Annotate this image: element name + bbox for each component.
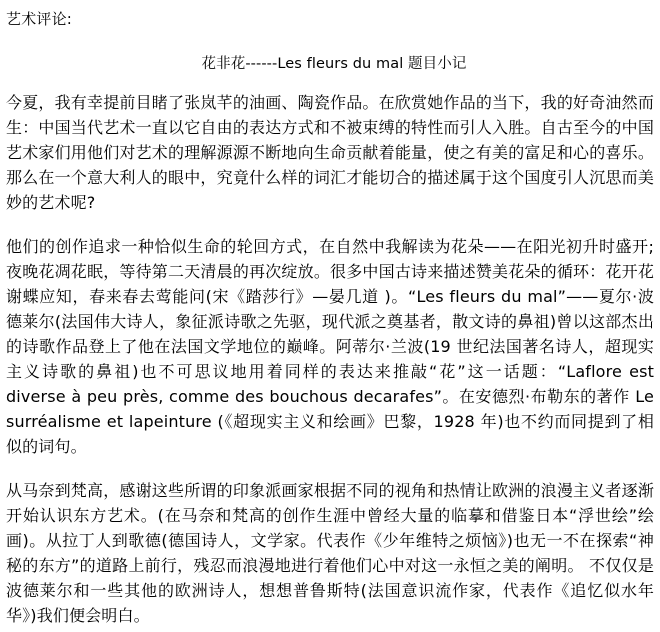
paragraph-flowers: 他们的创作追求一种恰似生命的轮回方式，在自然中我解读为花朵——在阳光初升时盛开;夜晚花凋花眠，等待第二天清晨的再次绽放。很多中国古诗来描述赞美花朵的循环：花开花谢蝶应知，春来春去莺能问(宋《踏莎行》—晏几道 )。“Les fleurs du mal”——夏尔·波德莱尔(法国伟大诗人，象征派诗歌之先驱，现代派之奠基者，散文诗的鼻祖)曾以这部杰出的诗歌作品登上了他在法国文学地位的巅峰。阿蒂尔·兰波(19 世纪法国著名诗人，超现实主义诗歌的鼻祖)也不可思议地用着同样的表达来推敲“花”这一话题：“Laflore est diverse à peu près, comme des bouchous decarafes”。在安德烈·布勒东的著作 Le surréalisme et lapeinture (《超现实主义和绘画》巴黎，1928 年)也不约而同提到了相似的词句。	[6, 237, 654, 456]
section-label: 艺术评论:	[6, 10, 73, 28]
paragraph-intro: 今夏，我有幸提前目睹了张岚芊的油画、陶瓷作品。在欣赏她作品的当下，我的好奇油然而生：中国当代艺术一直以它自由的表达方式和不被束缚的特性而引人入胜。自古至今的中国艺术家们用他们对艺术的理解源源不断地向生命贡献着能量，使之有美的富足和心的喜乐。那么在一个意大利人的眼中，究竟什么样的词汇才能切合的描述属于这个国度引人沉思而美妙的艺术呢?	[6, 93, 654, 212]
paragraph-impressionists: 从马奈到梵高，感谢这些所谓的印象派画家根据不同的视角和热情让欧洲的浪漫主义者逐渐开始认识东方艺术。(在马奈和梵高的创作生涯中曾经大量的临摹和借鉴日本“浮世绘”绘画)。从拉丁人到歌德(德国诗人，文学家。代表作《少年维特之烦恼》)也无一不在探索“神秘的东方”的道路上前行，残忍而浪漫地进行着他们心中对这一永恒之美的阐明。 不仅仅是波德莱尔和一些其他的欧洲诗人，想想普鲁斯特(法国意识流作家，代表作《追忆似水年华》)我们便会明白。	[6, 481, 654, 625]
article-title: 花非花------Les fleurs du mal 题目小记	[201, 56, 467, 72]
